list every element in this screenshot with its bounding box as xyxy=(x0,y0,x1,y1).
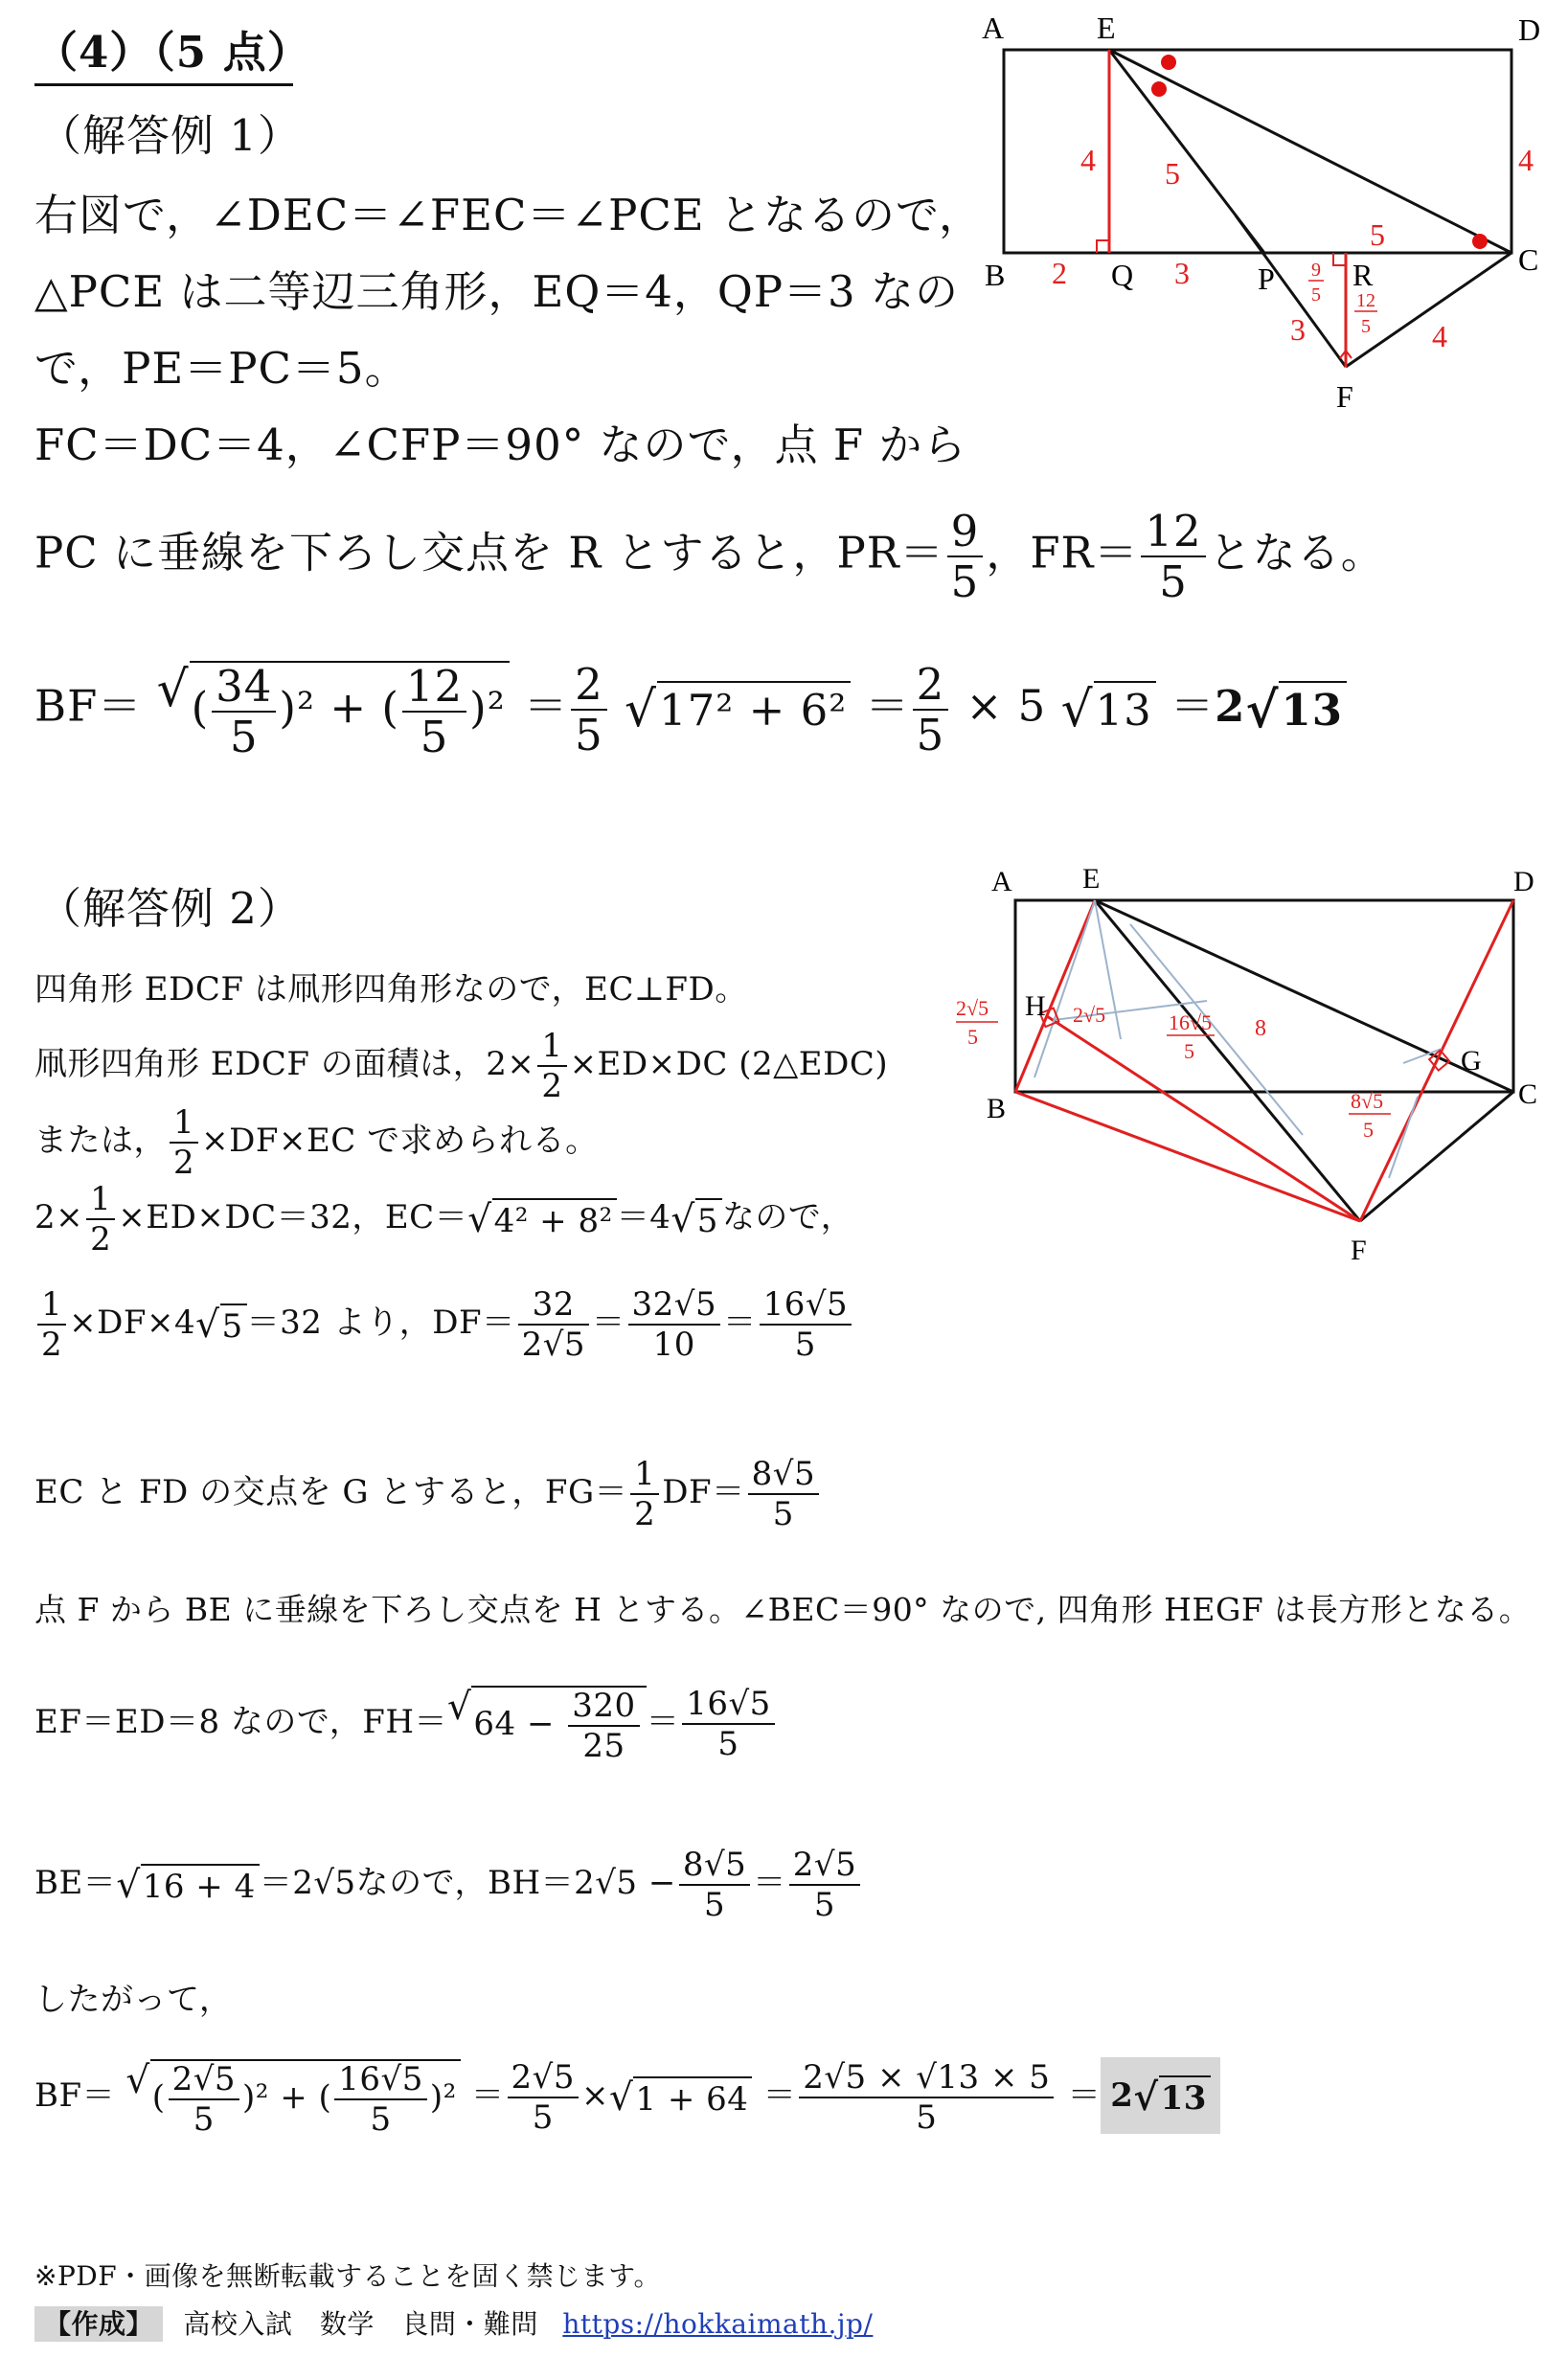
example2-line5: $\frac{1}{2}$ ×DF×4√5 ＝32 より，DF＝ $\frac{32}{2√5}$ ＝ $\frac{32√5}{10}$ ＝ $\frac{16√5}{5}$ xyxy=(34,1288,854,1361)
len-hf-den: 5 xyxy=(1184,1039,1194,1063)
angle-mark-1 xyxy=(1161,55,1176,70)
section-heading: （4）（5 点） xyxy=(34,17,293,86)
len-rc: 5 xyxy=(1370,217,1385,252)
source-link[interactable]: https://hokkaimath.jp/ xyxy=(562,2308,874,2340)
len-fg-num: 8√5 xyxy=(1351,1089,1384,1113)
label-b: B xyxy=(985,258,1006,292)
len-qp: 3 xyxy=(1174,256,1190,290)
len-pf: 3 xyxy=(1290,312,1306,347)
example1-answer: 2√13 xyxy=(1215,681,1347,732)
len-ef: 8 xyxy=(1255,1016,1266,1041)
len-bh-num: 2√5 xyxy=(956,996,989,1020)
len-bq: 2 xyxy=(1052,256,1067,290)
fraction-fr: $\frac{12}{5}$ xyxy=(1141,510,1205,603)
example2-bf-formula: BF＝ √( $\frac{2√5}{5}$ )² + ( $\frac{16√5}{5}$ )² ＝ $\frac{2√5}{5}$ ×√1 + 64 ＝ $\frac{2√5 \times √13 \times 5}{5}$ ＝ 2√13 xyxy=(34,2059,1220,2136)
figure1-diagram xyxy=(977,0,1552,421)
label-f: F xyxy=(1336,379,1353,414)
label-h: H xyxy=(1025,990,1046,1022)
label-f: F xyxy=(1351,1235,1367,1266)
example2-line9: BE＝√16 + 4 ＝2√5なので，BH＝2√5 − $\frac{8√5}{5}$ ＝ $\frac{2√5}{5}$ xyxy=(34,1848,863,1921)
svg-text:12: 12 xyxy=(1356,290,1375,311)
rectangle-abcd xyxy=(1015,900,1513,1092)
label-q: Q xyxy=(1111,258,1134,292)
example2-line10: したがって， xyxy=(34,1981,233,2019)
example1-line2: △PCE は二等辺三角形，EQ＝4，QP＝3 なの xyxy=(34,266,959,317)
example2-line8: EF＝ED＝8 なので，FH＝√64 − $\frac{320}{25}$ ＝ $\frac{16√5}{5}$ xyxy=(34,1686,778,1762)
example1-line3: で，PE＝PC＝5。 xyxy=(34,343,409,394)
example2-line2: 凧形四角形 EDCF の面積は，2× $\frac{1}{2}$ ×ED×DC (2△EDC) xyxy=(34,1027,889,1105)
label-b: B xyxy=(987,1093,1007,1124)
example2-line4: 2× $\frac{1}{2}$ ×ED×DC＝32，EC＝√4² + 8² ＝4√5 なので， xyxy=(34,1180,854,1258)
len-bh-den: 5 xyxy=(967,1025,978,1049)
label-a: A xyxy=(982,11,1005,45)
example2-title: （解答例 2） xyxy=(38,883,302,934)
svg-text:5: 5 xyxy=(1311,284,1321,306)
example1-line1: 右図で，∠DEC＝∠FEC＝∠PCE となるので， xyxy=(34,190,984,240)
line-ec xyxy=(1109,50,1511,253)
example2-line7: 点 F から BE に垂線を下ろし交点を H とする。∠BEC＝90° なので, 四角形 HEGF は長方形となる。 xyxy=(34,1591,1532,1628)
label-c: C xyxy=(1518,242,1539,277)
example2-line3: または， $\frac{1}{2}$ ×DF×EC で求められる。 xyxy=(34,1103,599,1182)
len-hf-num: 16√5 xyxy=(1169,1010,1213,1034)
guide-1 xyxy=(1034,900,1095,1077)
source-text: 高校入試 数学 良問・難問 xyxy=(183,2308,538,2340)
label-c: C xyxy=(1518,1078,1538,1110)
example1-line4: FC＝DC＝4，∠CFP＝90° なので，点 F から xyxy=(34,419,967,470)
len-fc: 4 xyxy=(1432,319,1447,353)
example2-answer: 2√13 xyxy=(1101,2057,1220,2134)
example2-line6: EC と FD の交点を G とすると，FG＝ $\frac{1}{2}$ DF＝ $\frac{8√5}{5}$ xyxy=(34,1458,822,1530)
footer-credit xyxy=(34,2303,873,2342)
fraction-pr: $\frac{9}{5}$ xyxy=(947,510,984,603)
label-d: D xyxy=(1518,12,1541,47)
guide-5 xyxy=(1389,1097,1418,1178)
example1-line5: PC に垂線を下ろし交点を R とすると，PR＝ $\frac{9}{5}$ ，FR＝ $\frac{12}{5}$ となる。 xyxy=(34,506,1385,607)
author-tag: 【作成】 xyxy=(34,2306,163,2342)
len-eh: 2√5 xyxy=(1073,1003,1106,1027)
line-ec xyxy=(1095,900,1513,1092)
label-r: R xyxy=(1352,258,1374,292)
line-ef xyxy=(1095,900,1360,1221)
svg-text:5: 5 xyxy=(1361,316,1371,337)
len-dc: 4 xyxy=(1518,143,1534,177)
right-angle-q xyxy=(1097,240,1109,253)
svg-text:9: 9 xyxy=(1311,260,1321,281)
example2-line1: 四角形 EDCF は凧形四角形なので，EC⊥FD。 xyxy=(34,970,748,1009)
label-a: A xyxy=(991,866,1012,897)
len-fg-den: 5 xyxy=(1363,1118,1374,1142)
label-p: P xyxy=(1258,261,1275,296)
copyright-note: ※PDF・画像を無断転載することを固く禁じます。 xyxy=(34,2260,661,2292)
example1-bf-formula: BF＝ √( $\frac{34}{5}$ )² + ( $\frac{12}{5}$ )² ＝ $\frac{2}{5}$ √17² + 6² ＝ $\frac{2}{5}$ × 5 √13 ＝2√13 xyxy=(34,661,1347,759)
label-e: E xyxy=(1082,863,1101,895)
label-g: G xyxy=(1461,1045,1482,1077)
example1-title: （解答例 1） xyxy=(38,110,302,161)
line-hf xyxy=(1047,1016,1360,1221)
line-fd xyxy=(1360,900,1513,1221)
angle-mark-2 xyxy=(1151,81,1167,97)
label-d: D xyxy=(1513,866,1534,897)
len-eq: 4 xyxy=(1080,143,1096,177)
len-ep: 5 xyxy=(1165,156,1180,191)
figure2-diagram xyxy=(939,857,1552,1279)
angle-mark-3 xyxy=(1472,234,1488,249)
right-angle-r xyxy=(1333,253,1346,265)
label-e: E xyxy=(1097,11,1116,45)
